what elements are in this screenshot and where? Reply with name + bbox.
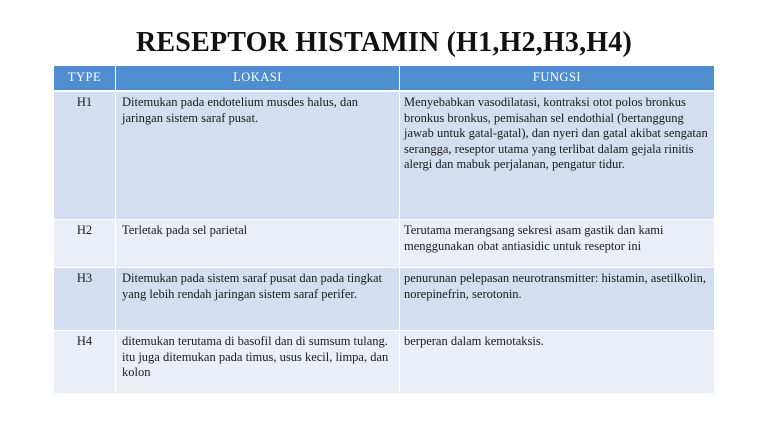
- table-row-h2: [54, 220, 714, 268]
- receptor-table: [54, 66, 714, 394]
- cell-lokasi: [116, 268, 400, 331]
- table-row-h4: [54, 331, 714, 394]
- cell-lokasi: [116, 92, 400, 220]
- cell-fungsi: berperan dalam kemotaksis.: [400, 331, 714, 394]
- table-row-h1: [54, 92, 714, 220]
- cell-type: H2: [54, 220, 116, 268]
- cell-lokasi: [116, 331, 400, 394]
- cell-lokasi: [116, 220, 400, 268]
- cell-type: H4: [54, 331, 116, 394]
- column-header-type: TYPE: [54, 66, 116, 92]
- cell-fungsi: Menyebabkan vasodilatasi, kontraksi otot polos bronkus bronkus bronkus, pemisahan sel endothial (bertanggung jawab untuk gatal-gatal), dan nyeri dan gatal akibat sengatan serangga, reseptor utama yang terlibat dalam gejala rinitis alergi dan mabuk perjalanan, pengatur tidur.: [400, 92, 714, 220]
- histamine-receptor-table: [54, 66, 714, 394]
- cell-fungsi: penurunan pelepasan neurotransmitter: histamin, asetilkolin, norepinefrin, serotonin.: [400, 268, 714, 331]
- column-header-fungsi: FUNGSI: [400, 66, 714, 92]
- lokasi-text: Terletak pada sel parietal: [122, 223, 248, 237]
- cell-fungsi: Terutama merangsang sekresi asam gastik dan kami menggunakan obat antiasidic untuk reseptor ini: [400, 220, 714, 268]
- cell-type: H3: [54, 268, 116, 331]
- table-header-row: [54, 66, 714, 92]
- cell-type: H1: [54, 92, 116, 220]
- table-row-h3: [54, 268, 714, 331]
- column-header-lokasi: LOKASI: [116, 66, 400, 92]
- page-title: RESEPTOR HISTAMIN (H1,H2,H3,H4): [136, 27, 632, 58]
- lokasi-text: Ditemukan pada sistem saraf pusat dan pada tingkat yang lebih rendah jaringan sistem saraf perifer.: [122, 271, 382, 301]
- lokasi-text: ditemukan terutama di basofil dan di sumsum tulang. itu juga ditemukan pada timus, usus kecil, limpa, dan kolon: [122, 334, 389, 379]
- lokasi-text: Ditemukan pada endotelium musdes halus, dan jaringan sistem saraf pusat.: [122, 95, 359, 125]
